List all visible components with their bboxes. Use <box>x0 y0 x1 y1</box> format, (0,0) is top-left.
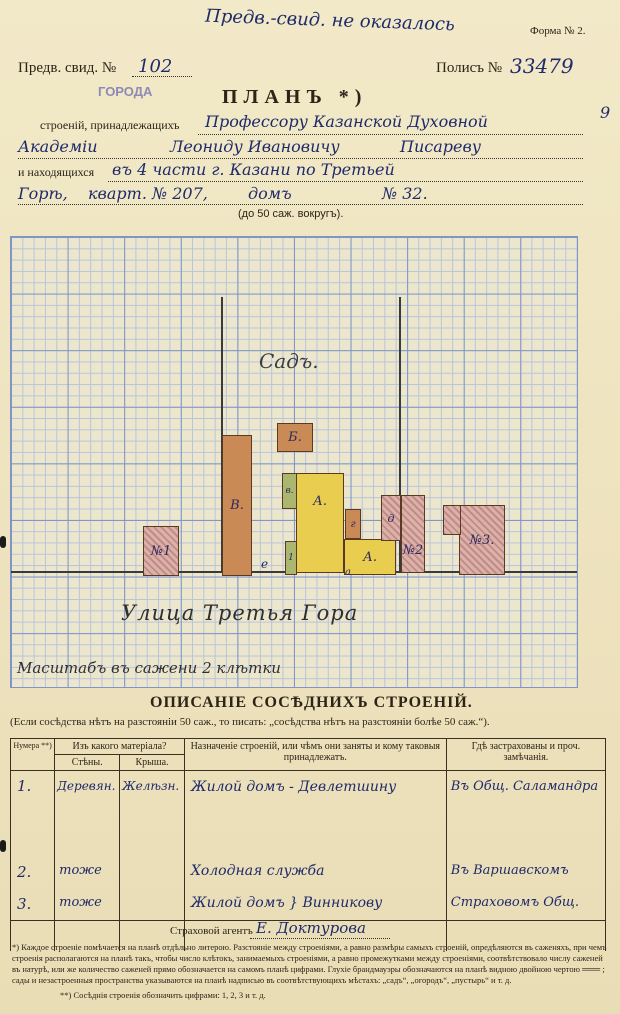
building-n1: №1 <box>143 526 179 576</box>
row-2-roof <box>120 863 185 895</box>
binding-hole-2 <box>0 840 6 852</box>
building-g: г <box>345 509 361 539</box>
building-n2: №2 <box>401 495 425 573</box>
top-handwritten-note: Предв.-свид. не оказалось <box>204 5 456 36</box>
plan-title: ПЛАНЪ *) <box>222 86 368 108</box>
form-label: Форма № 2. <box>530 25 586 37</box>
col-purpose: Назначеніе строеній, или чѣмъ они заняты и кому таковыя принадлежатъ. <box>184 739 446 771</box>
stamp-text: ГОРОДА <box>98 84 153 99</box>
row-1-roof: Желѣзн. <box>120 771 185 863</box>
polis-number: 33479 <box>510 54 574 78</box>
owner-hand-1: Профессору Казанской Духовной <box>205 112 488 131</box>
footnote-2: **) Сосѣднія строенія обозначить цифрами: 1, 2, 3 и т. д. <box>60 990 266 1000</box>
col-walls: Стѣны. <box>55 755 120 771</box>
building-small-1: 1 <box>285 541 297 575</box>
row-3-purpose: Жилой домъ } Винникову <box>184 895 446 951</box>
agent-line <box>250 938 390 939</box>
description-subtitle: (Если сосѣдства нѣтъ на разстояніи 50 саж., то писать: „сосѣдства нѣтъ на разстояніи болѣе 50 саж.“). <box>10 716 490 728</box>
row-2-insured: Въ Варшавскомъ <box>446 863 605 895</box>
owner-hand-2c: Писареву <box>400 137 482 156</box>
owner-hand-4a: Горѣ, <box>18 184 68 203</box>
row-1-purpose: Жилой домъ - Девлетшину <box>184 771 446 863</box>
polis-label: Полисъ № <box>436 60 503 76</box>
footnote-1: *) Каждое строеніе помѣчается на планѣ отдѣльно литерою. Разстояніе между строеніями, а равно размѣры самыхъ строеній, опредѣляются въ саженяхъ, при чемъ строенія располагаются на планѣ такъ, чтобы число клѣтокъ, занимаемыхъ строеніями, а равно промежутками между строеніями, соотвѣтствовало числу саженей въ натурѣ, или же количество саженей прямо обозначается на самомъ планѣ цифрами. Глухіе брандмауэры обозначаются на планѣ видною двойною чертою ═══ ; сады и незастроенныя пространства указываются на планѣ надписью въ соотвѣтствующихъ мѣстахъ: „садъ“, „огородъ“, „пустырь“ и т. д. <box>12 942 607 985</box>
building-a-small-label: а <box>345 567 351 578</box>
row-2-purpose: Холодная служба <box>184 863 446 895</box>
plan-grid <box>10 236 578 688</box>
agent-label: Страховой агентъ <box>170 925 253 937</box>
building-n3: №3. <box>459 505 505 575</box>
building-n3-annex <box>443 505 461 535</box>
row-2-num: 2. <box>11 863 55 895</box>
owner-printed-3: и находящихся <box>18 165 95 179</box>
owner-line-2 <box>18 158 583 159</box>
pred-number: 102 <box>138 56 173 77</box>
owner-line-4 <box>18 204 583 205</box>
row-3-walls: тоже <box>55 895 120 951</box>
row-3-insured: Страховомъ Общ. <box>446 895 605 951</box>
owner-line-1 <box>198 134 583 135</box>
pred-underline <box>132 76 192 77</box>
row-1-num: 1. <box>11 771 55 863</box>
owner-line-3 <box>108 181 583 182</box>
agent-name: Е. Доктурова <box>256 919 366 937</box>
col-num: Нумера **) <box>11 739 55 771</box>
radius-note: (до 50 саж. вокругъ). <box>238 208 344 220</box>
owner-hand-2b: Леониду Ивановичу <box>170 137 340 156</box>
row-1-walls: Деревян. <box>55 771 120 863</box>
pred-label: Предв. свид. № <box>18 60 117 76</box>
building-b: Б. <box>277 423 313 452</box>
scale-label: Масштабъ въ сажени 2 клѣтки <box>17 659 281 677</box>
table-row-2 <box>11 863 606 895</box>
building-e-label: е <box>261 557 269 571</box>
description-title: ОПИСАНІЕ СОСѢДНИХЪ СТРОЕНІЙ. <box>150 694 473 711</box>
col-material: Изъ какого матеріала? <box>55 739 185 755</box>
binding-hole-1 <box>0 536 6 548</box>
table-row-1 <box>11 771 606 863</box>
col-roof: Крыша. <box>120 755 185 771</box>
row-3-num: 3. <box>11 895 55 951</box>
building-a-lower: А. <box>344 539 396 575</box>
building-a-main: А. <box>296 473 344 573</box>
building-v: В. <box>222 435 252 576</box>
row-2-walls: тоже <box>55 863 120 895</box>
side-mark: 9 <box>600 103 611 122</box>
owner-hand-2a: Академіи <box>18 137 98 156</box>
building-v-small: в. <box>282 473 297 509</box>
building-d: д <box>381 495 401 541</box>
owner-hand-3: въ 4 части г. Казани по Третьей <box>112 160 395 179</box>
row-1-insured: Въ Общ. Саламандра <box>446 771 605 863</box>
col-insured: Гдѣ застрахованы и проч. замѣчанія. <box>446 739 605 771</box>
garden-label: Садъ. <box>259 349 319 373</box>
street-label: Улица Третья Гора <box>121 601 359 625</box>
owner-hand-4c: домъ <box>248 184 292 203</box>
owner-printed-1: строеній, принадлежащихъ <box>40 118 180 132</box>
owner-hand-4d: № 32. <box>382 184 428 203</box>
owner-hand-4b: кварт. № 207, <box>88 184 208 203</box>
